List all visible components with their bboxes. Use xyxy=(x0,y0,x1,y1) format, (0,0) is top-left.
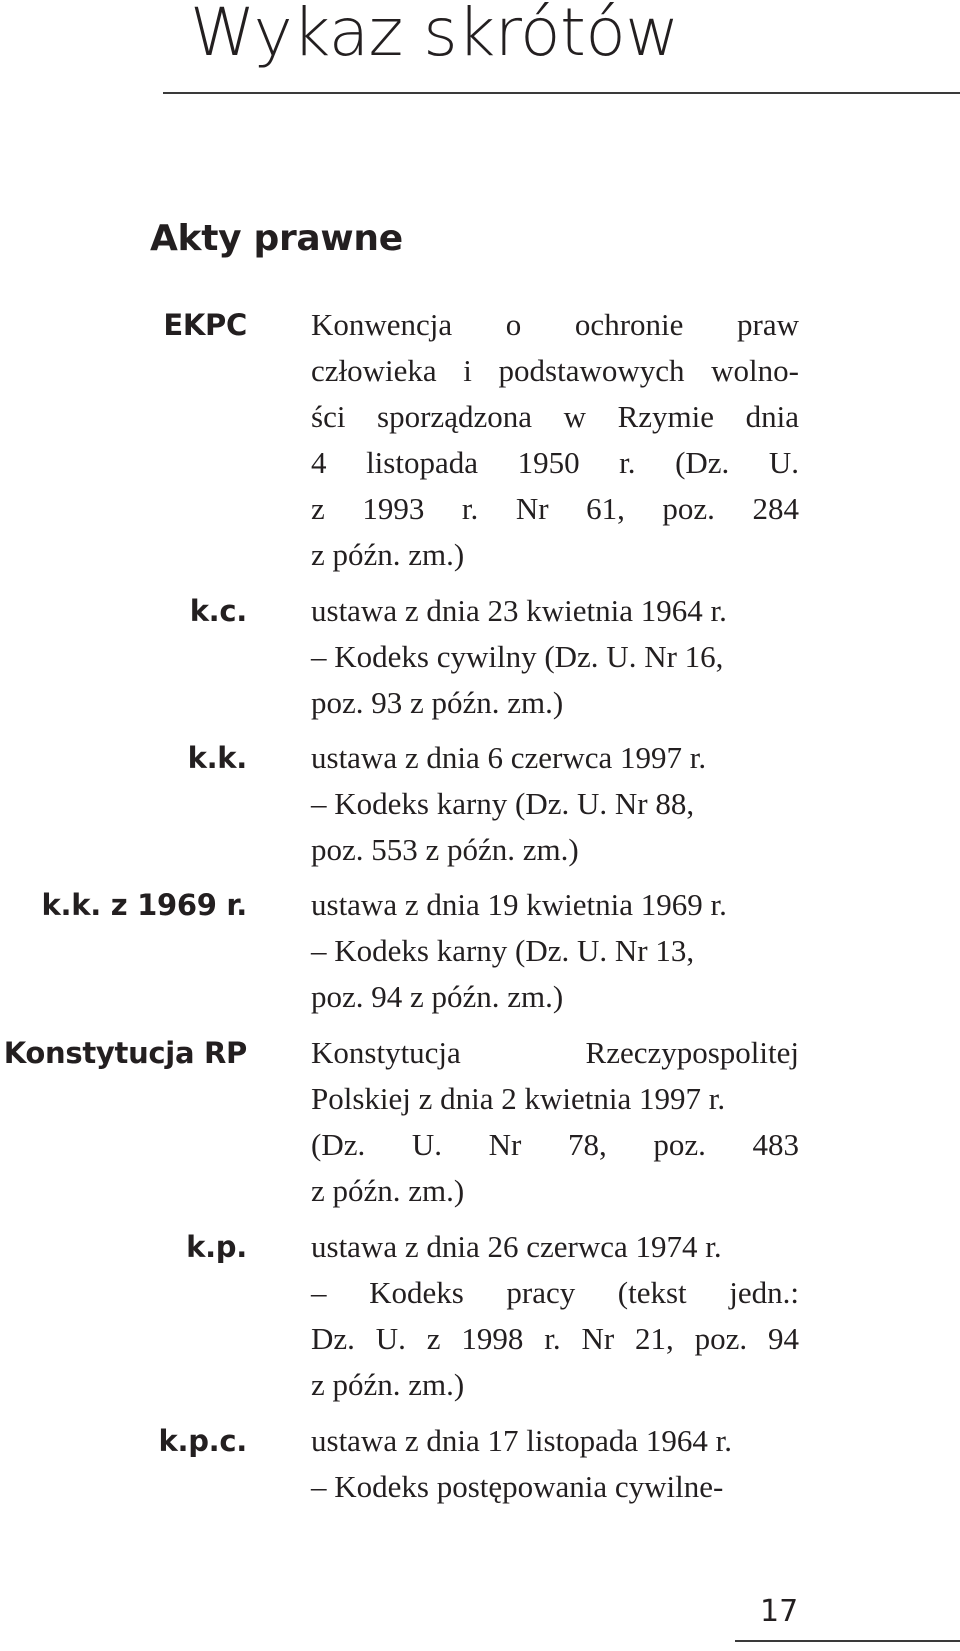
description-line: – Kodeks postępowania cywilne- xyxy=(311,1469,724,1504)
description-line: człowieka i podstawowych wolno- xyxy=(311,353,799,388)
description-line: ustawa z dnia 19 kwietnia 1969 r. xyxy=(311,887,727,922)
description-line: poz. 93 z późn. zm.) xyxy=(311,685,564,720)
description-line: poz. 94 z późn. zm.) xyxy=(311,979,564,1014)
description-line: Polskiej z dnia 2 kwietnia 1997 r. xyxy=(311,1081,726,1116)
abbreviation-term: k.k. z 1969 r. xyxy=(41,888,247,922)
abbreviation-term: k.p.c. xyxy=(158,1424,247,1458)
page-number-divider xyxy=(735,1640,960,1642)
description-line: ustawa z dnia 6 czerwca 1997 r. xyxy=(311,740,707,775)
description-line: z późn. zm.) xyxy=(311,537,465,572)
description-line: – Kodeks pracy (tekst jedn.: xyxy=(311,1275,799,1310)
description-line: Konstytucja Rzeczypospolitej xyxy=(311,1035,799,1070)
title-divider xyxy=(163,92,960,94)
description-line: (Dz. U. Nr 78, poz. 483 xyxy=(311,1127,799,1162)
description-line: – Kodeks karny (Dz. U. Nr 13, xyxy=(311,933,695,968)
description-line: Dz. U. z 1998 r. Nr 21, poz. 94 xyxy=(311,1321,799,1356)
description-line: ustawa z dnia 17 listopada 1964 r. xyxy=(311,1423,732,1458)
abbreviation-description xyxy=(311,1224,799,1408)
abbreviation-term: Konstytucja RP xyxy=(3,1036,247,1070)
section-heading: Akty prawne xyxy=(150,218,403,259)
description-line: ustawa z dnia 26 czerwca 1974 r. xyxy=(311,1229,722,1264)
abbreviation-description xyxy=(311,735,799,873)
abbreviation-description xyxy=(311,588,799,726)
description-line: z późn. zm.) xyxy=(311,1367,465,1402)
description-line: 4 listopada 1950 r. (Dz. U. xyxy=(311,445,799,480)
description-line: ści sporządzona w Rzymie dnia xyxy=(311,399,799,434)
abbreviation-description xyxy=(311,882,799,1020)
description-line: z późn. zm.) xyxy=(311,1173,465,1208)
description-line: z 1993 r. Nr 61, poz. 284 xyxy=(311,491,799,526)
description-line: poz. 553 z późn. zm.) xyxy=(311,832,579,867)
description-line: – Kodeks cywilny (Dz. U. Nr 16, xyxy=(311,639,724,674)
abbreviation-description xyxy=(311,1418,799,1510)
abbreviation-description xyxy=(311,302,799,578)
abbreviation-description xyxy=(311,1030,799,1214)
description-line: Konwencja o ochronie praw xyxy=(311,307,799,342)
page-title: Wykaz skrótów xyxy=(190,0,679,71)
description-line: ustawa z dnia 23 kwietnia 1964 r. xyxy=(311,593,727,628)
abbreviation-term: k.p. xyxy=(186,1230,247,1264)
page-number: 17 xyxy=(760,1594,799,1629)
abbreviation-term: EKPC xyxy=(163,308,247,342)
description-line: – Kodeks karny (Dz. U. Nr 88, xyxy=(311,786,695,821)
abbreviation-term: k.c. xyxy=(189,594,247,628)
abbreviation-term: k.k. xyxy=(187,741,247,775)
